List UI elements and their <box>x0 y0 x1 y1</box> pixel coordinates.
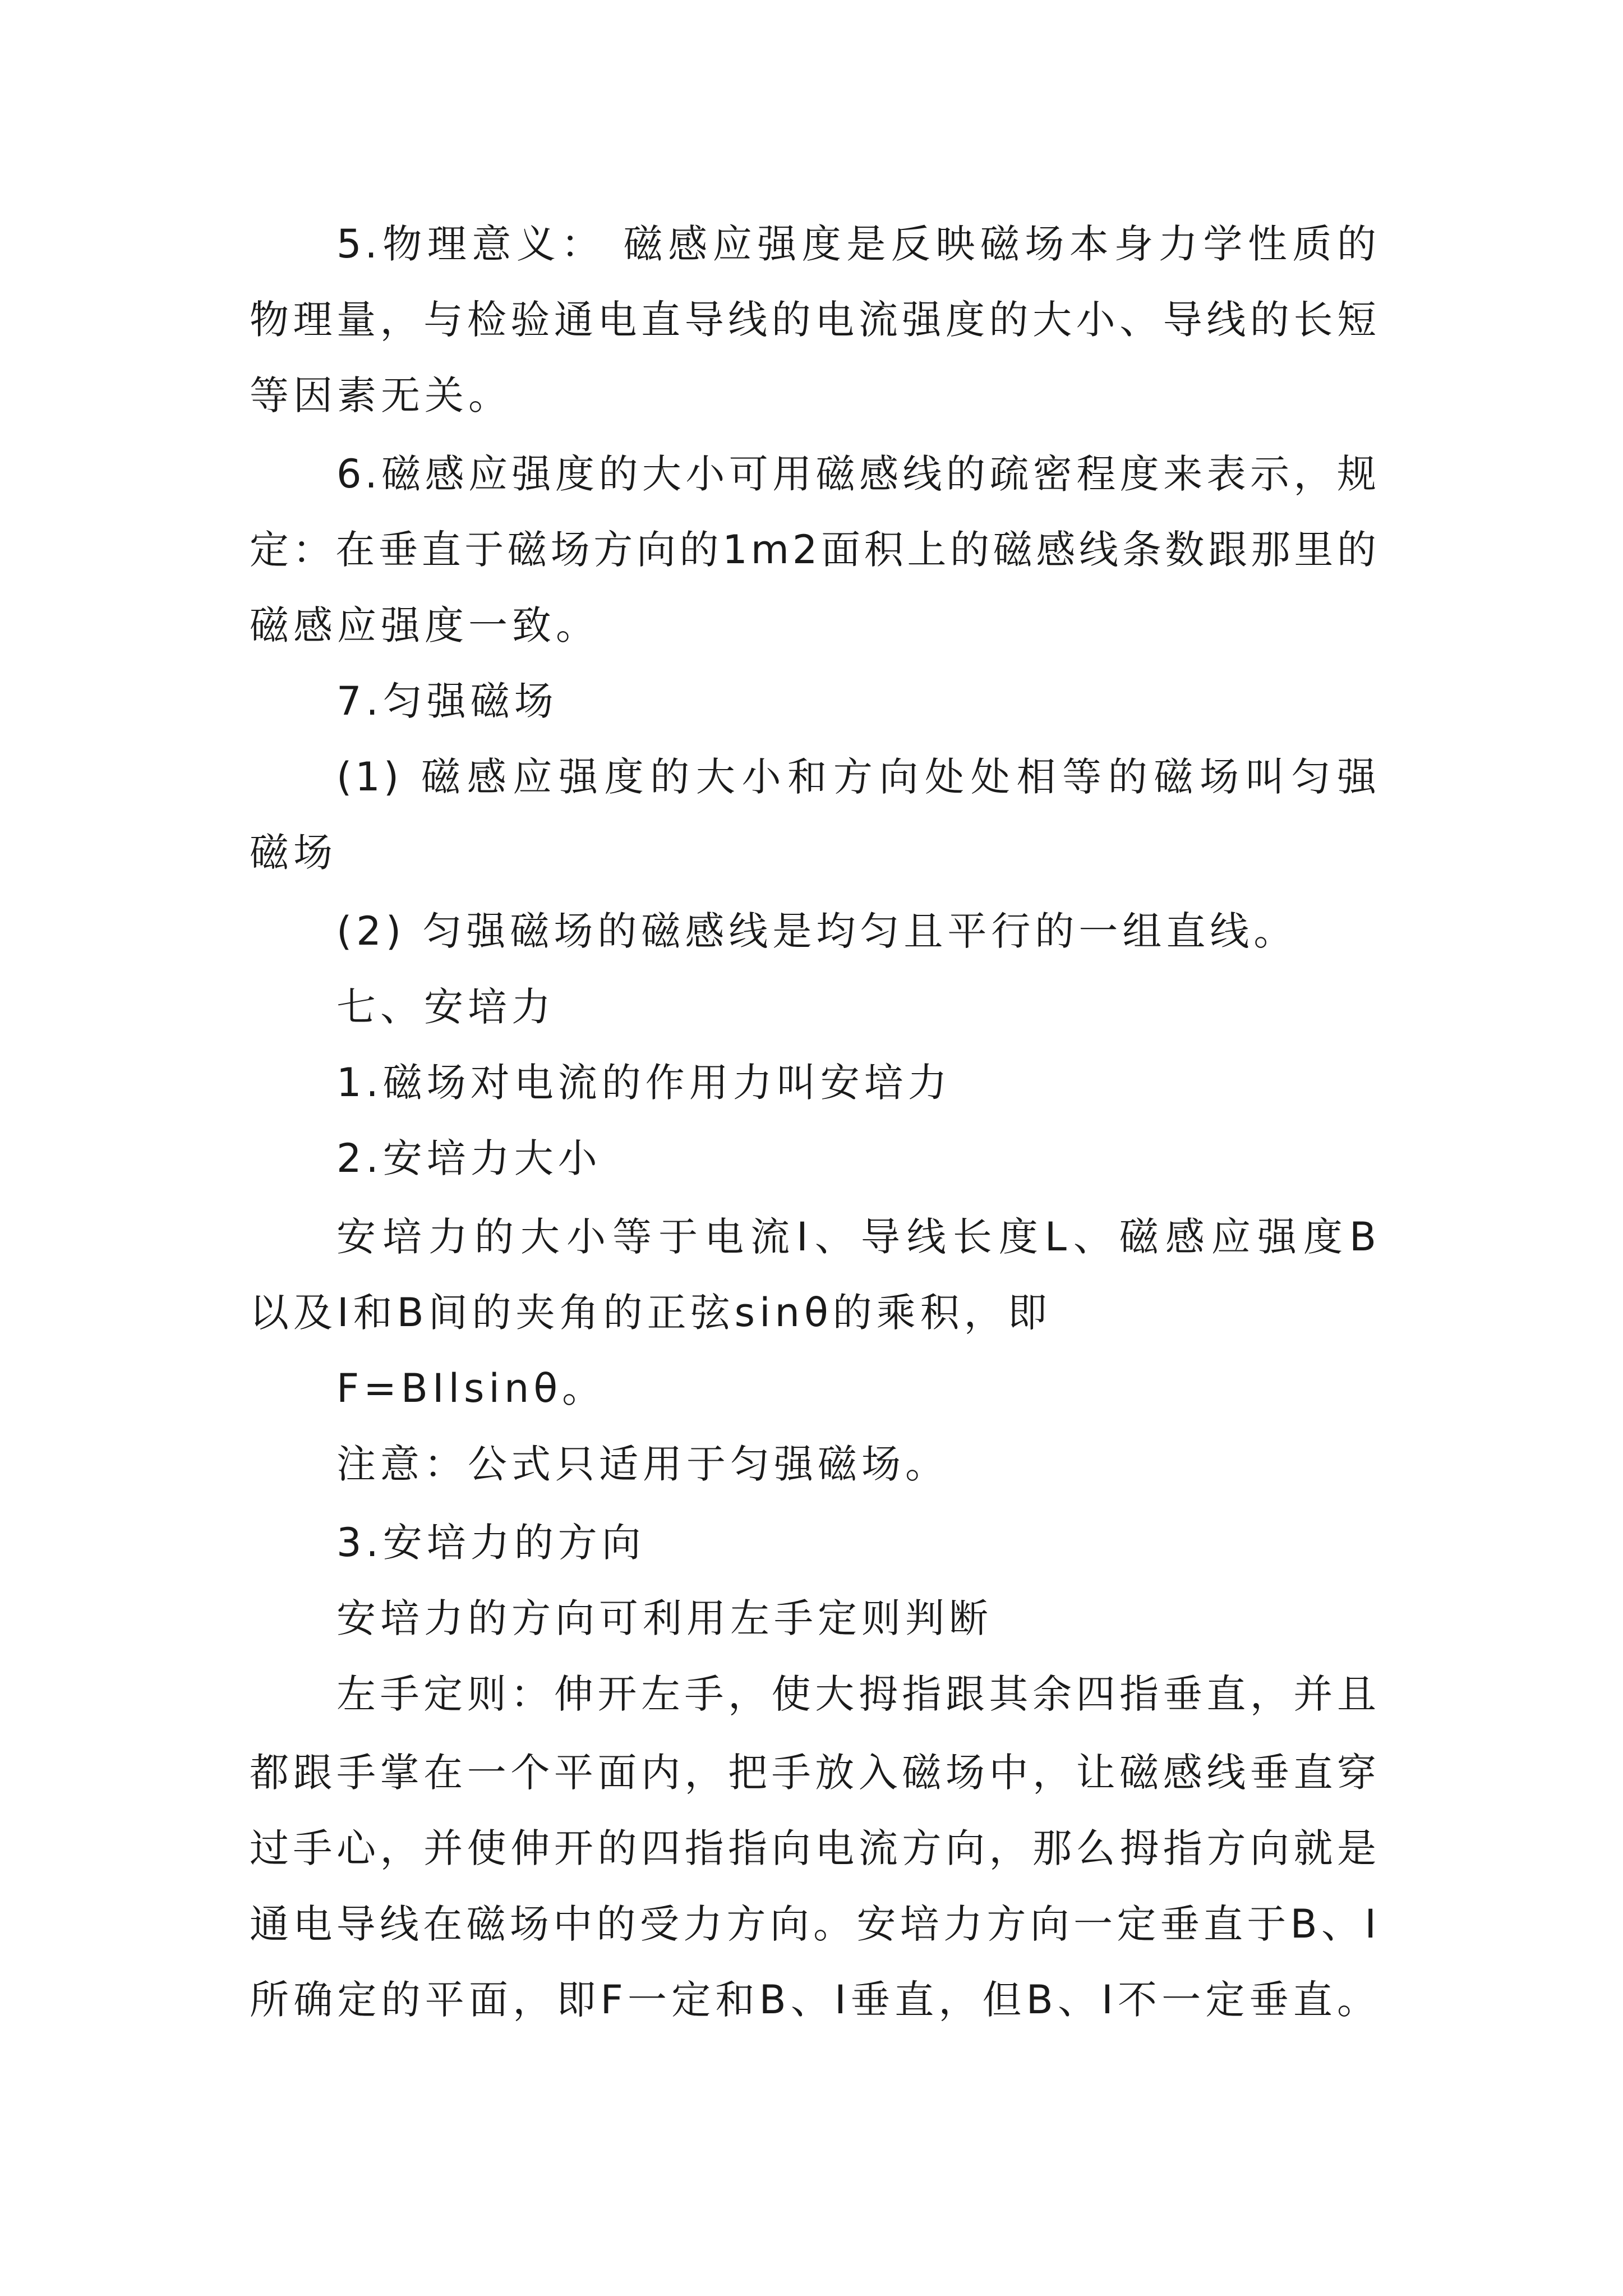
formula-line: F=BIlsinθ。 <box>336 1365 606 1411</box>
text-line: 所确定的平面，即F一定和B、I垂直，但B、I不一定垂直。 <box>250 1977 1380 2023</box>
text-line: 6.磁感应强度的大小可用磁感线的疏密程度来表示，规 <box>336 451 1380 497</box>
text-line: 定：在垂直于磁场方向的1m2面积上的磁感线条数跟那里的 <box>250 527 1380 573</box>
text-line: 磁感应强度一致。 <box>250 602 600 648</box>
text-line: 1.磁场对电流的作用力叫安培力 <box>336 1060 952 1106</box>
text-line: (1) 磁感应强度的大小和方向处处相等的磁场叫匀强 <box>336 754 1380 800</box>
text-line: 2.安培力大小 <box>336 1135 602 1181</box>
text-line: 注意：公式只适用于匀强磁场。 <box>336 1441 949 1487</box>
text-line: (2) 匀强磁场的磁感线是均匀且平行的一组直线。 <box>336 908 1298 954</box>
text-line: 物理量，与检验通电直导线的电流强度的大小、导线的长短 <box>250 297 1380 343</box>
text-line: 以及I和B间的夹角的正弦sinθ的乘积，即 <box>250 1290 1052 1336</box>
text-line: 5.物理意义： 磁感应强度是反映磁场本身力学性质的 <box>336 221 1380 267</box>
text-line: 磁场 <box>250 830 337 876</box>
text-line: 过手心，并使伸开的四指指向电流方向，那么拇指方向就是 <box>250 1825 1380 1871</box>
text-line: 3.安培力的方向 <box>336 1520 645 1566</box>
text-line: 等因素无关。 <box>250 372 512 418</box>
text-line: 通电导线在磁场中的受力方向。安培力方向一定垂直于B、I <box>250 1901 1380 1947</box>
text-line: 7.匀强磁场 <box>336 678 558 724</box>
text-line: 安培力的方向可利用左手定则判断 <box>336 1595 993 1641</box>
text-line: 七、安培力 <box>336 984 555 1030</box>
text-line: 都跟手掌在一个平面内，把手放入磁场中，让磁感线垂直穿 <box>250 1750 1380 1796</box>
text-line: 安培力的大小等于电流I、导线长度L、磁感应强度B <box>336 1214 1380 1260</box>
text-line: 左手定则：伸开左手，使大拇指跟其余四指垂直，并且 <box>336 1671 1380 1717</box>
